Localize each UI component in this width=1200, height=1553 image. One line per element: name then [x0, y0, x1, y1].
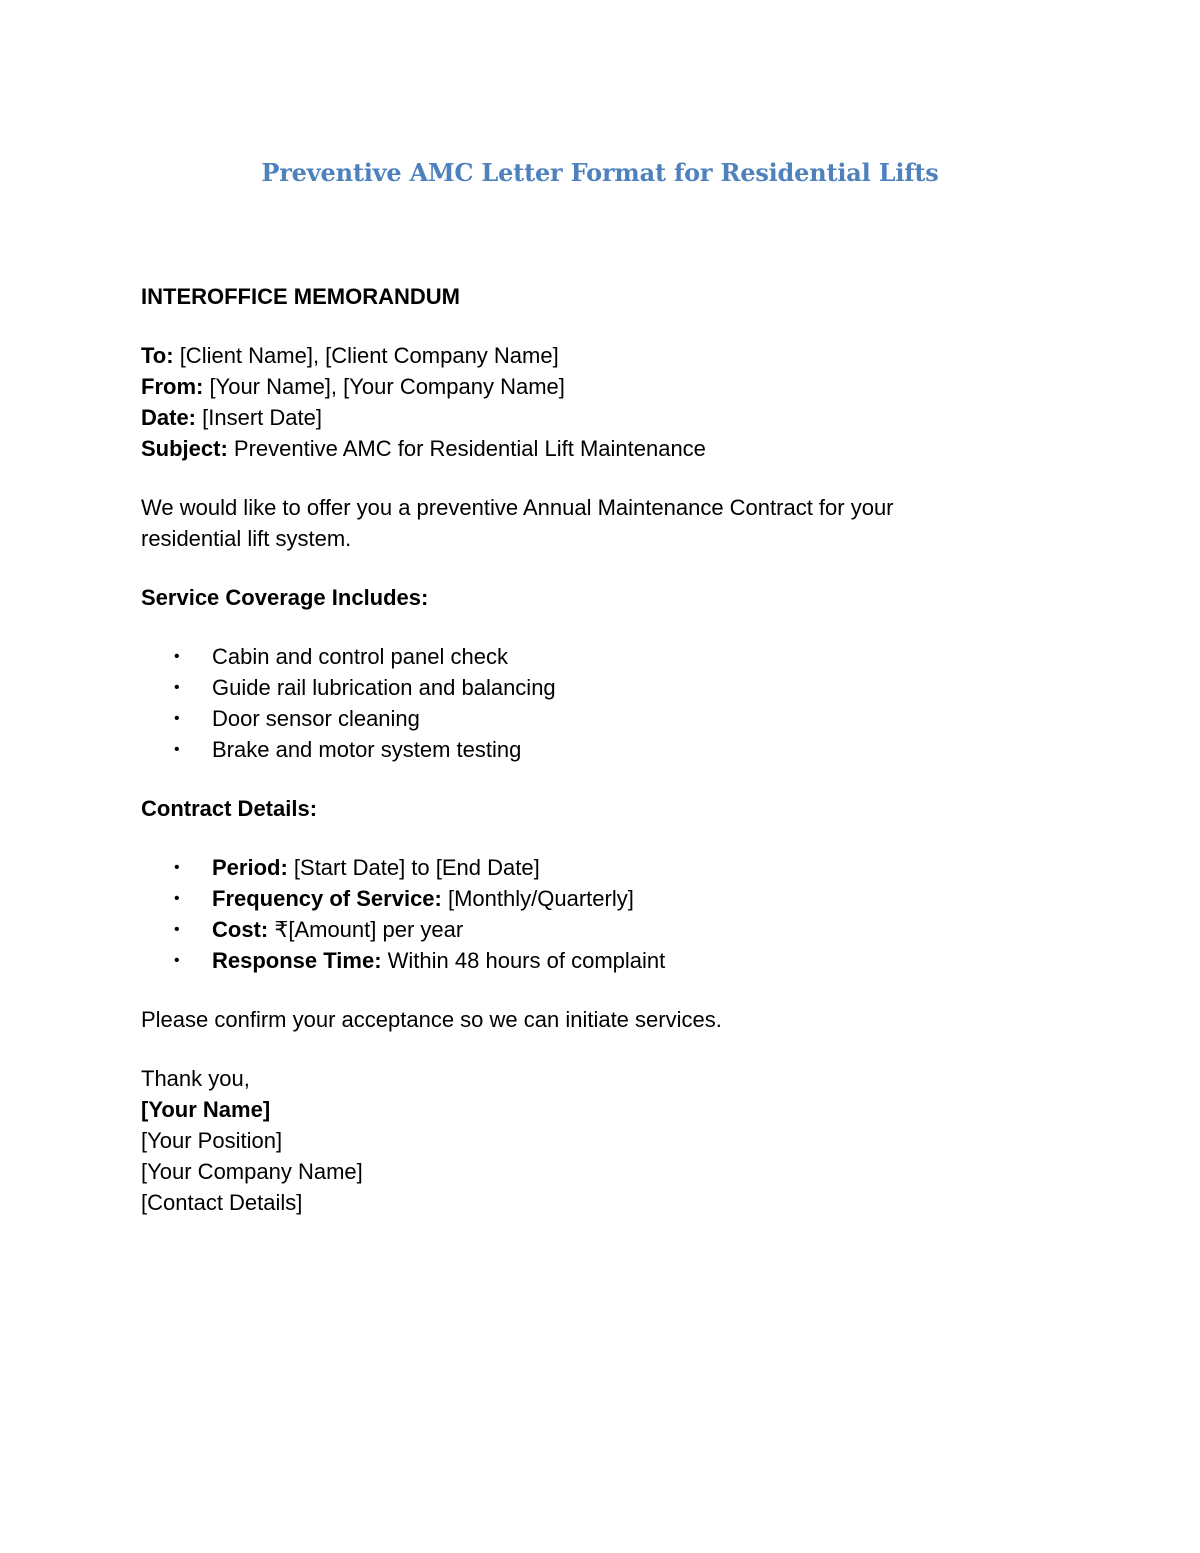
signer-name: [Your Name]	[141, 1097, 271, 1122]
list-item	[141, 883, 1101, 914]
contract-item-value: ₹[Amount] per year	[268, 917, 464, 942]
closing-request: Please confirm your acceptance so we can initiate services.	[141, 1007, 722, 1032]
contract-item-value: [Start Date] to [End Date]	[287, 855, 540, 880]
coverage-heading: Service Coverage Includes:	[141, 585, 429, 610]
intro-line: residential lift system.	[141, 526, 352, 551]
date-value: [Insert Date]	[196, 405, 322, 430]
contract-heading: Contract Details:	[141, 796, 318, 821]
contract-item-label: Cost:	[212, 917, 269, 942]
contract-item-label: Period:	[212, 855, 288, 880]
salutation: Thank you,	[141, 1066, 250, 1091]
coverage-item-text: Door sensor cleaning	[212, 706, 420, 731]
intro-paragraph	[141, 492, 1101, 554]
memo-heading: INTEROFFICE MEMORANDUM	[141, 284, 460, 309]
bullet-icon: •	[174, 679, 180, 696]
signer-contact: [Contact Details]	[141, 1190, 303, 1215]
from-field	[141, 371, 1101, 402]
list-item	[141, 945, 1101, 976]
memo-header-fields	[141, 340, 1101, 464]
spacer	[141, 765, 1101, 793]
subject-value: Preventive AMC for Residential Lift Maintenance	[227, 436, 706, 461]
bullet-icon: •	[174, 741, 180, 758]
bullet-icon: •	[174, 648, 180, 665]
subject-field	[141, 433, 1101, 464]
list-item	[141, 641, 1101, 672]
intro-line: We would like to offer you a preventive Annual Maintenance Contract for your	[141, 495, 894, 520]
from-label: From:	[141, 374, 204, 399]
bullet-icon: •	[174, 952, 180, 969]
contract-list	[141, 852, 1101, 976]
to-value: [Client Name], [Client Company Name]	[173, 343, 559, 368]
list-item	[141, 734, 1101, 765]
coverage-item-text: Guide rail lubrication and balancing	[212, 675, 556, 700]
spacer	[141, 1035, 1101, 1063]
memo-body	[141, 281, 1101, 1218]
list-item	[141, 672, 1101, 703]
contract-item-value: [Monthly/Quarterly]	[441, 886, 634, 911]
to-field	[141, 340, 1101, 371]
bullet-icon: •	[174, 921, 180, 938]
spacer	[141, 976, 1101, 1004]
spacer	[141, 312, 1101, 340]
list-item	[141, 914, 1101, 945]
coverage-item-text: Cabin and control panel check	[212, 644, 508, 669]
contract-item-label: Response Time:	[212, 948, 382, 973]
bullet-icon: •	[174, 859, 180, 876]
signer-company: [Your Company Name]	[141, 1159, 363, 1184]
contract-item-label: Frequency of Service:	[212, 886, 442, 911]
coverage-list	[141, 641, 1101, 765]
list-item	[141, 703, 1101, 734]
date-label: Date:	[141, 405, 197, 430]
spacer	[141, 613, 1101, 641]
list-item	[141, 852, 1101, 883]
contract-item-value: Within 48 hours of complaint	[381, 948, 666, 973]
spacer	[141, 824, 1101, 852]
spacer	[141, 464, 1101, 492]
subject-label: Subject:	[141, 436, 228, 461]
to-label: To:	[141, 343, 174, 368]
bullet-icon: •	[174, 890, 180, 907]
date-field	[141, 402, 1101, 433]
bullet-icon: •	[174, 710, 180, 727]
spacer	[141, 554, 1101, 582]
signature-block	[141, 1063, 1101, 1218]
signer-position: [Your Position]	[141, 1128, 283, 1153]
from-value: [Your Name], [Your Company Name]	[203, 374, 565, 399]
document-title: Preventive AMC Letter Format for Residential Lifts	[261, 158, 939, 187]
coverage-item-text: Brake and motor system testing	[212, 737, 522, 762]
